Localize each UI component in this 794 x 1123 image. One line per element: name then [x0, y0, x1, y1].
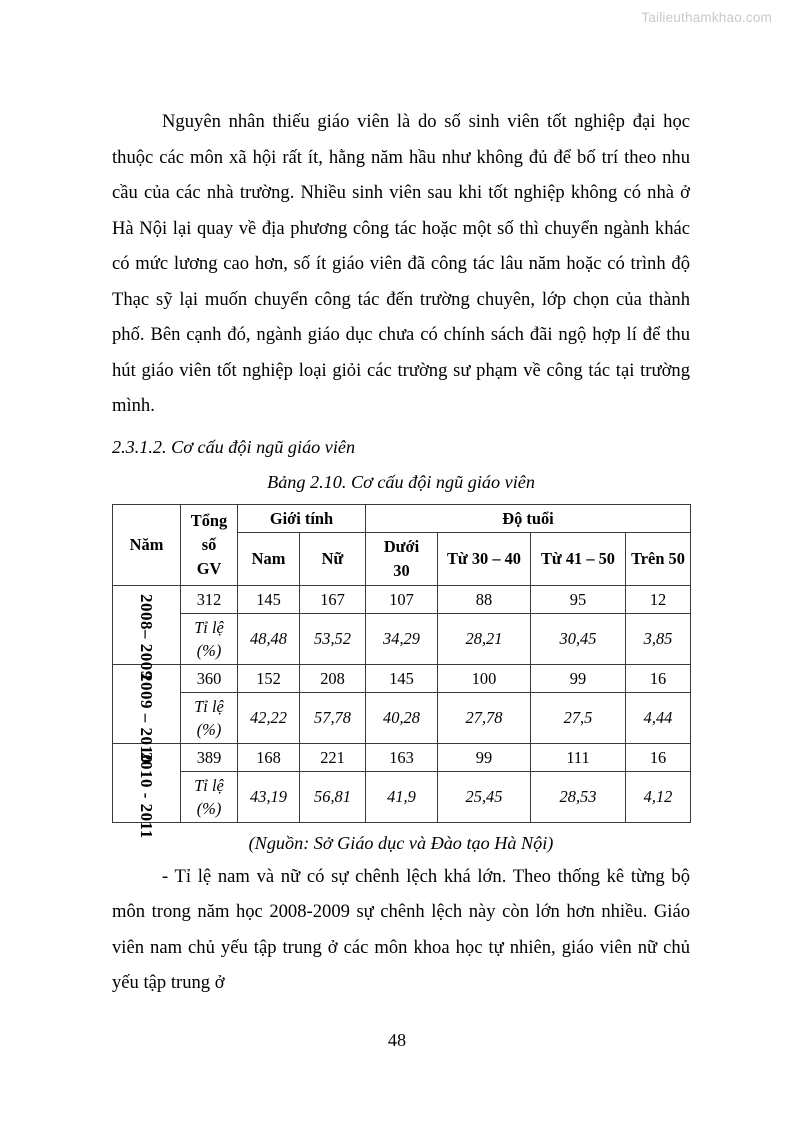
cell-age30-40-0: 88 — [438, 585, 531, 613]
cell-age30-40-2: 99 — [438, 743, 531, 771]
table-body — [113, 585, 691, 839]
ratio-label-line1-1: Tỉ lệ — [194, 696, 224, 716]
page-number: 48 — [387, 1030, 407, 1050]
table-row — [113, 771, 691, 822]
header-total-line2: số — [201, 534, 217, 554]
header-year: Năm — [113, 504, 181, 585]
cell-total-2: 389 — [181, 743, 238, 771]
cell-total-1: 360 — [181, 664, 238, 692]
header-under30-line1: Dưới — [383, 536, 420, 556]
cell-female-1: 208 — [300, 664, 366, 692]
ratio-label-line1-2: Tỉ lệ — [194, 775, 224, 795]
cell-pct-female-2: 56,81 — [300, 771, 366, 822]
cell-over50-2: 16 — [626, 743, 691, 771]
cell-female-0: 167 — [300, 585, 366, 613]
year-text-0: 2008– 2009 — [137, 594, 156, 680]
cell-pct-over50-1: 4,44 — [626, 692, 691, 743]
cell-total-0: 312 — [181, 585, 238, 613]
cell-under30-0: 107 — [366, 585, 438, 613]
cell-age30-40-1: 100 — [438, 664, 531, 692]
header-gender-group: Giới tính — [238, 504, 366, 532]
watermark-text: Tailieuthamkhao.com — [641, 10, 772, 25]
header-age-30-40: Từ 30 – 40 — [438, 532, 531, 585]
cell-age41-50-2: 111 — [531, 743, 626, 771]
ratio-label-line2-2: (%) — [196, 798, 222, 818]
cell-pct-male-0: 48,48 — [238, 613, 300, 664]
header-male: Nam — [238, 532, 300, 585]
cell-over50-0: 12 — [626, 585, 691, 613]
ratio-label-line1-0: Tỉ lệ — [194, 617, 224, 637]
row-year-label-0 — [113, 585, 181, 680]
teacher-structure-table — [112, 504, 691, 839]
cell-under30-1: 145 — [366, 664, 438, 692]
row-year-label-2 — [113, 743, 181, 839]
ratio-label-line2-1: (%) — [196, 719, 222, 739]
table-row — [113, 664, 691, 692]
cell-pct-female-0: 53,52 — [300, 613, 366, 664]
cell-pct-age30-40-0: 28,21 — [438, 613, 531, 664]
header-age-group: Độ tuổi — [366, 504, 691, 532]
page-content — [112, 104, 690, 1001]
intro-paragraph: Nguyên nhân thiếu giáo viên là do số sinh viên tốt nghiệp đại học thuộc các môn xã hội rất ít, hằng năm hầu như không đủ để bố trí theo nhu cầu của các nhà trường. Nhiều sinh viên sau khi tốt nghiệp không có nhà ở Hà Nội lại quay về địa phương công tác hoặc một số thì chuyển ngành khác có mức lương cao hơn, số ít giáo viên đã công tác lâu năm hoặc có trình độ Thạc sỹ lại muốn chuyển công tác đến trường chuyên, lớp chọn của thành phố. Bên cạnh đó, ngành giáo dục chưa có chính sách đãi ngộ hợp lí để thu hút giáo viên tốt nghiệp loại giỏi các trường sư phạm về công tác tại trường mình. — [112, 111, 690, 416]
table-row — [113, 743, 691, 771]
cell-over50-1: 16 — [626, 664, 691, 692]
cell-pct-age30-40-2: 25,45 — [438, 771, 531, 822]
table-row — [113, 613, 691, 664]
table-header-row-1 — [113, 504, 691, 532]
header-age-41-50: Từ 41 – 50 — [531, 532, 626, 585]
cell-pct-over50-2: 4,12 — [626, 771, 691, 822]
header-under-30 — [366, 532, 438, 585]
header-under30-line2: 30 — [393, 560, 410, 580]
cell-female-2: 221 — [300, 743, 366, 771]
header-over-50: Trên 50 — [626, 532, 691, 585]
cell-ratio-label-2 — [181, 771, 238, 822]
cell-pct-under30-2: 41,9 — [366, 771, 438, 822]
year-text-1: 2009 – 2010 — [137, 673, 156, 764]
ratio-label-line2-0: (%) — [196, 640, 222, 660]
cell-pct-age30-40-1: 27,78 — [438, 692, 531, 743]
header-total-line3: GV — [196, 558, 222, 578]
cell-ratio-label-1 — [181, 692, 238, 743]
cell-pct-age41-50-1: 27,5 — [531, 692, 626, 743]
table-source-note: (Nguồn: Sở Giáo dục và Đào tạo Hà Nội) — [248, 832, 554, 853]
header-total-teachers — [181, 504, 238, 585]
cell-age41-50-0: 95 — [531, 585, 626, 613]
cell-male-1: 152 — [238, 664, 300, 692]
cell-under30-2: 163 — [366, 743, 438, 771]
section-heading: 2.3.1.2. Cơ cấu đội ngũ giáo viên — [112, 436, 356, 457]
cell-ratio-label-0 — [181, 613, 238, 664]
table-row — [113, 585, 691, 613]
table-caption: Bảng 2.10. Cơ cấu đội ngũ giáo viên — [267, 471, 535, 492]
cell-pct-over50-0: 3,85 — [626, 613, 691, 664]
cell-pct-age41-50-2: 28,53 — [531, 771, 626, 822]
cell-male-2: 168 — [238, 743, 300, 771]
cell-pct-under30-1: 40,28 — [366, 692, 438, 743]
header-female: Nữ — [300, 532, 366, 585]
cell-pct-female-1: 57,78 — [300, 692, 366, 743]
cell-age41-50-1: 99 — [531, 664, 626, 692]
year-text-2: 2010 - 2011 — [137, 752, 156, 839]
cell-pct-male-2: 43,19 — [238, 771, 300, 822]
cell-pct-male-1: 42,22 — [238, 692, 300, 743]
cell-pct-under30-0: 34,29 — [366, 613, 438, 664]
table-row — [113, 692, 691, 743]
cell-male-0: 145 — [238, 585, 300, 613]
header-total-line1: Tổng — [190, 510, 228, 530]
closing-paragraph: - Tỉ lệ nam và nữ có sự chênh lệch khá lớn. Theo thống kê từng bộ môn trong năm học 2008-2009 sự chênh lệch này còn lớn hơn nhiều. Giáo viên nam chủ yếu tập trung ở các môn khoa học tự nhiên, giáo viên nữ chủ yếu tập trung ở — [112, 865, 690, 993]
row-year-label-1 — [113, 664, 181, 764]
cell-pct-age41-50-0: 30,45 — [531, 613, 626, 664]
